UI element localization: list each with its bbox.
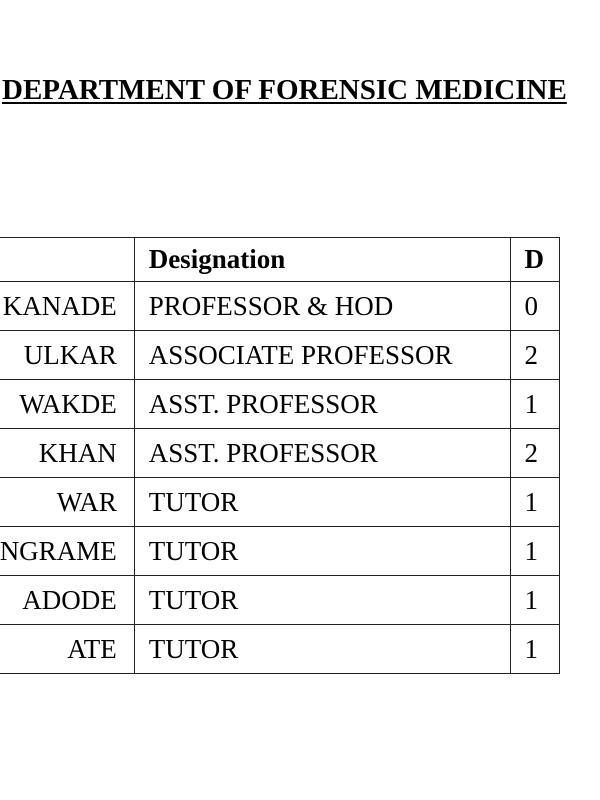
designation-cell: TUTOR xyxy=(134,625,510,674)
date-cell: 1 xyxy=(510,625,559,674)
designation-cell: TUTOR xyxy=(134,576,510,625)
designation-cell: TUTOR xyxy=(134,527,510,576)
designation-cell: TUTOR xyxy=(134,478,510,527)
table-row xyxy=(0,625,560,674)
name-cell: ADODE xyxy=(0,576,134,625)
date-cell: 2 xyxy=(510,331,559,380)
designation-cell: ASSOCIATE PROFESSOR xyxy=(134,331,510,380)
date-cell: 1 xyxy=(510,478,559,527)
table-row xyxy=(0,527,560,576)
date-cell: 1 xyxy=(510,576,559,625)
table-row xyxy=(0,282,560,331)
name-cell: WAKDE xyxy=(0,380,134,429)
name-cell: ATE xyxy=(0,625,134,674)
header-designation: Designation xyxy=(134,238,510,282)
name-cell: WAR xyxy=(0,478,134,527)
table-row xyxy=(0,380,560,429)
date-cell: 2 xyxy=(510,429,559,478)
name-cell: KHAN xyxy=(0,429,134,478)
designation-cell: PROFESSOR & HOD xyxy=(134,282,510,331)
table-row xyxy=(0,576,560,625)
date-cell: 1 xyxy=(510,380,559,429)
name-cell: NGRAME xyxy=(0,527,134,576)
header-name xyxy=(0,238,134,282)
date-cell: 1 xyxy=(510,527,559,576)
table-row xyxy=(0,331,560,380)
table-row xyxy=(0,429,560,478)
designation-cell: ASST. PROFESSOR xyxy=(134,429,510,478)
faculty-table xyxy=(0,237,560,674)
name-cell: KANADE xyxy=(0,282,134,331)
designation-cell: ASST. PROFESSOR xyxy=(134,380,510,429)
header-date: D xyxy=(510,238,559,282)
table-header-row xyxy=(0,238,560,282)
date-cell: 0 xyxy=(510,282,559,331)
page-title: DEPARTMENT OF FORENSIC MEDICINE xyxy=(2,74,567,106)
name-cell: ULKAR xyxy=(0,331,134,380)
table-row xyxy=(0,478,560,527)
